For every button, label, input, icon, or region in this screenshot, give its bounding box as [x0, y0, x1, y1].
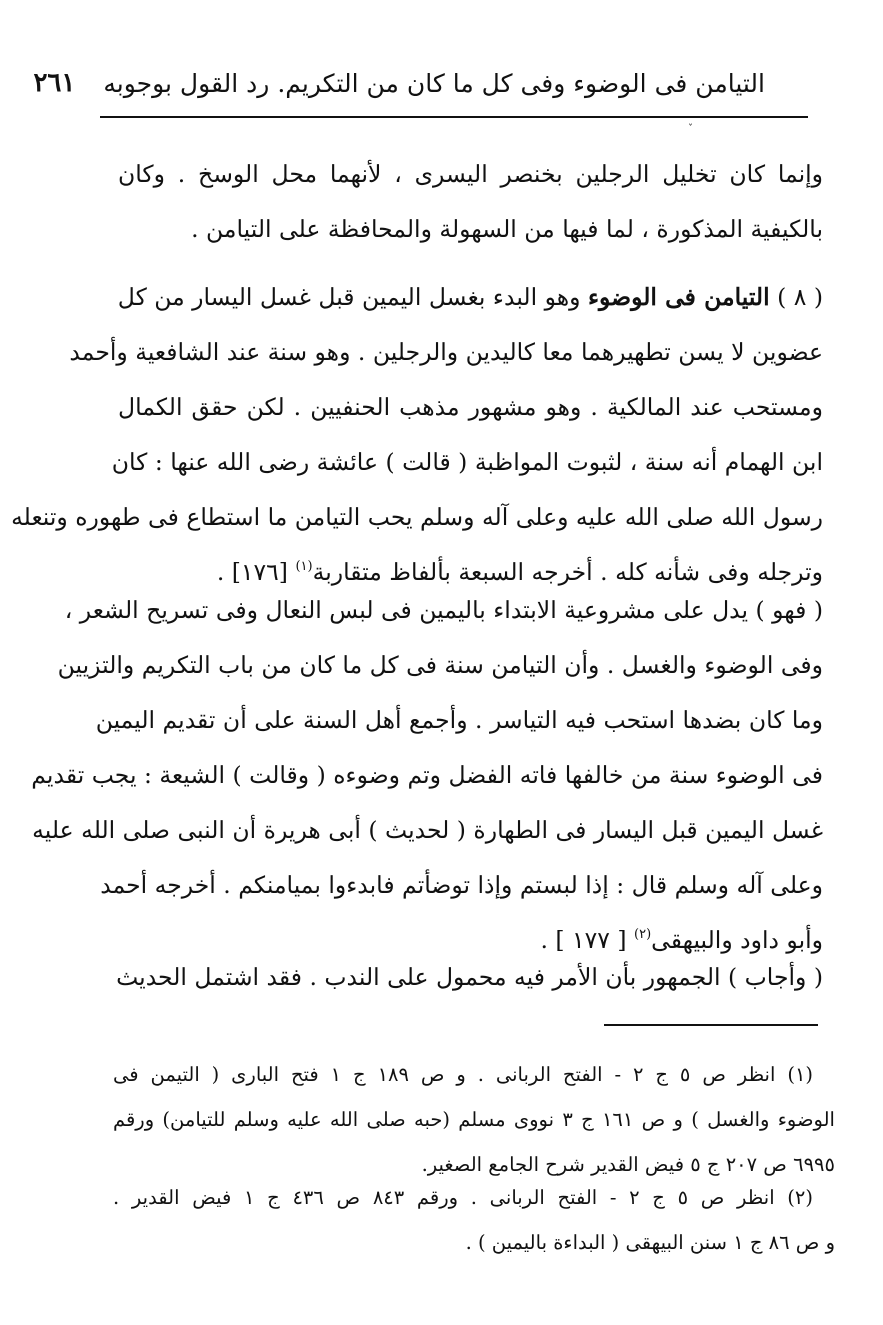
text-line: وعلى آله وسلم قال : إذا لبستم وإذا توضأتم فابدءوا بميامنكم . أخرجه أحمد: [100, 871, 823, 899]
paragraph-4: [118, 950, 823, 1005]
hadith-ref: [١٧٦] .: [216, 558, 288, 586]
footnote-line: و ص ٨٦ ج ١ سنن البيهقى ( البداءة باليمين ) .: [465, 1231, 835, 1254]
paragraph-section-8: [11, 270, 823, 600]
text-line: غسل اليمين قبل اليسار فى الطهارة ( لحديث ) أبى هريرة أن النبى صلى الله عليه: [32, 816, 823, 844]
page-number: ٢٦١: [33, 68, 76, 98]
text-line: بالكيفية المذكورة ، لما فيها من السهولة والمحافظة على التيامن .: [191, 215, 823, 243]
footnote-2: [113, 1175, 835, 1265]
text-line-content: وترجله وفى شأنه كله . أخرجه السبعة بألفاظ متقاربة: [312, 558, 823, 586]
footnote-1: [113, 1052, 835, 1187]
text-line: وفى الوضوء والغسل . وأن التيامن سنة فى كل ما كان من باب التكريم والتزيين: [57, 651, 823, 679]
text-line: فى الوضوء سنة من خالفها فاته الفضل وتم وضوءه ( وقالت ) الشيعة : يجب تقديم: [31, 761, 823, 789]
section-heading: التيامن فى الوضوء: [587, 283, 770, 311]
text-line: ومستحب عند المالكية . وهو مشهور مذهب الحنفيين . لكن حقق الكمال: [118, 393, 823, 421]
section-number: ( ٨ ): [777, 283, 823, 311]
text-line: وما كان بضدها استحب فيه التياسر . وأجمع أهل السنة على أن تقديم اليمين: [95, 706, 823, 734]
text-line: ( وأجاب ) الجمهور بأن الأمر فيه محمول على الندب . فقد اشتمل الحديث: [116, 963, 823, 991]
footnote-ref-mark: (١): [295, 559, 313, 574]
text-line: عضوين لا يسن تطهيرهما معا كاليدين والرجلين . وهو سنة عند الشافعية وأحمد: [69, 338, 823, 366]
section-heading-continuation: وهو البدء بغسل اليمين قبل غسل اليسار من كل: [117, 283, 581, 311]
header-rule: [100, 116, 808, 118]
text-line-content: وأبو داود والبيهقى: [651, 926, 823, 954]
text-line: ابن الهمام أنه سنة ، لثبوت المواظبة ( قالت ) عائشة رضى الله عنها : كان: [111, 448, 823, 476]
paragraph-3: [31, 583, 823, 968]
text-line: ( فهو ) يدل على مشروعية الابتداء باليمين فى لبس النعال وفى تسريح الشعر ،: [64, 596, 823, 624]
text-line: رسول الله صلى الله عليه وعلى آله وسلم يحب التيامن ما استطاع فى طهوره وتنعله: [11, 503, 823, 531]
footnote-line: (٢) انظر ص ٥ ج ٢ - الفتح الربانى . ورقم ٨٤٣ ص ٤٣٦ ج ١ فيض القدير .: [113, 1186, 814, 1209]
footnote-rule: [604, 1024, 818, 1026]
footnote-line: ٦٩٩٥ ص ٢٠٧ ج ٥ فيض القدير شرح الجامع الصغير.: [421, 1153, 835, 1176]
running-head-title: التيامن فى الوضوء وفى كل ما كان من التكريم. رد القول بوجوبه: [103, 68, 765, 98]
paragraph-1: [118, 147, 823, 257]
running-head: [33, 58, 765, 108]
footnote-ref-mark: (٢): [634, 927, 652, 942]
footnote-line: (١) انظر ص ٥ ج ٢ - الفتح الربانى . و ص ١٨٩ ج ١ فتح البارى ( التيمن فى: [113, 1063, 814, 1086]
ink-mark: ˇ: [688, 124, 693, 135]
hadith-ref: [ ١٧٧ ] .: [540, 926, 627, 954]
text-line: [118, 270, 823, 325]
text-line: وإنما كان تخليل الرجلين بخنصر اليسرى ، لأنهما محل الوسخ . وكان: [118, 160, 823, 188]
footnote-line: الوضوء والغسل ) و ص ١٦١ ج ٣ نووى مسلم (حبه صلى الله عليه وسلم للتيامن) ورقم: [113, 1108, 835, 1131]
